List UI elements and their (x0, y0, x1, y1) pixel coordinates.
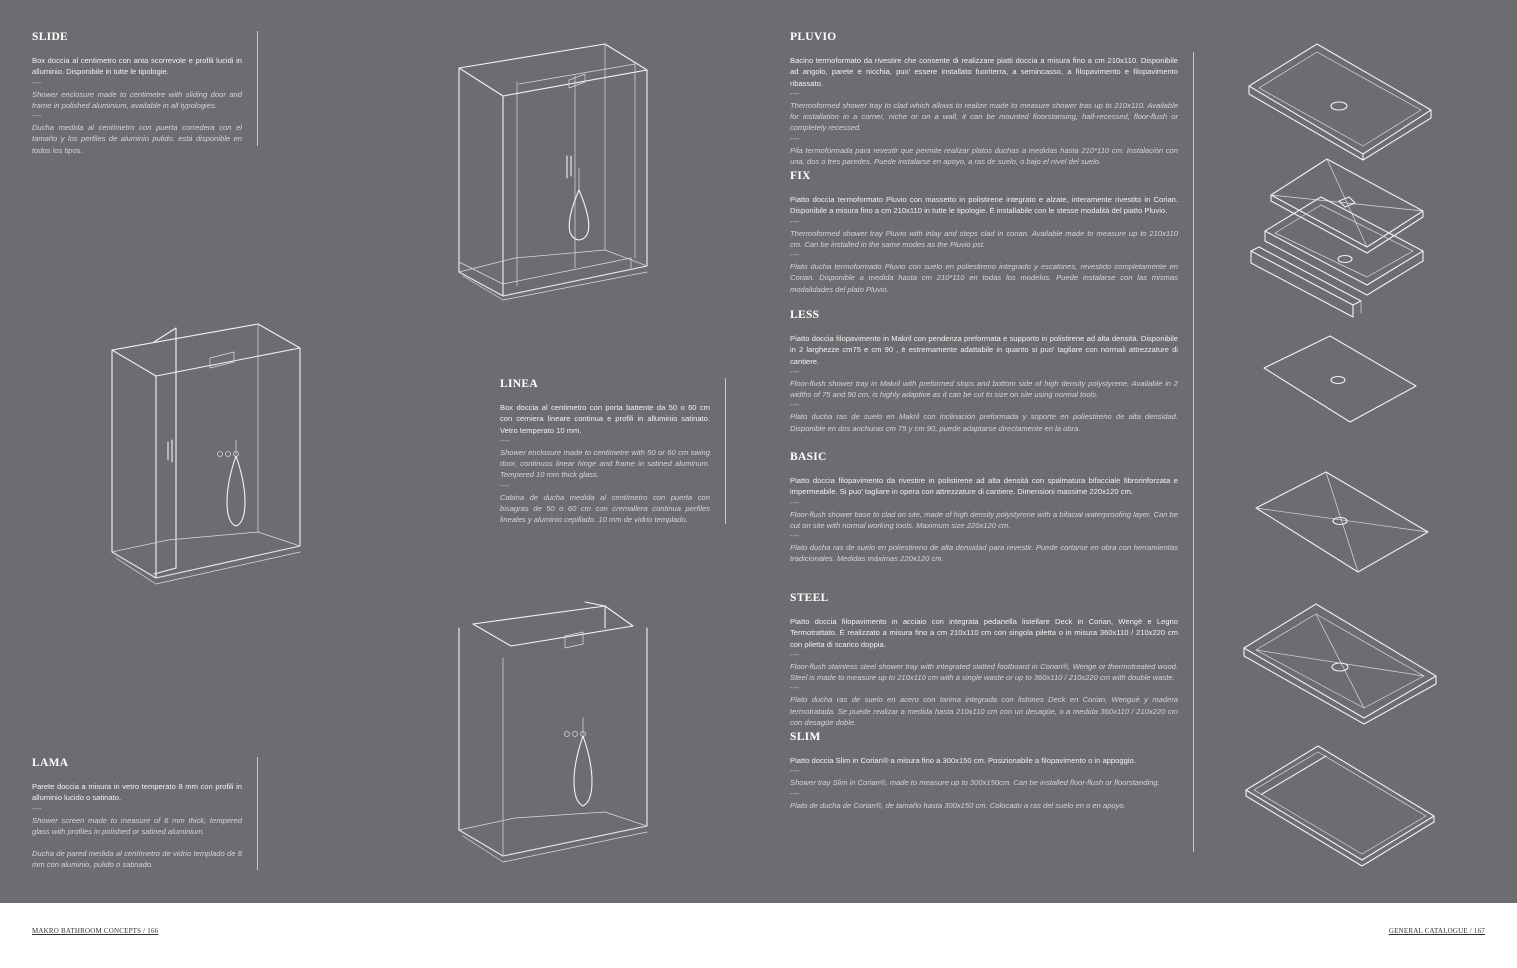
separator: ---- (32, 79, 42, 87)
less-description (790, 309, 1178, 434)
slide-text-it: Box doccia al centimetro con anta scorrevole e profili lucidi in alluminio. Disponibile in tutte le tipologie. (32, 56, 242, 77)
fix-text-it: Piatto doccia termoformato Pluvio con massetto in polistirene integrato e alzate, interamente rivestito in Corian. Disponibile a misura fino a cm 210x110 in tutte le tipologie. È installabile con le stesse modalità del piatto Pluvio. (790, 195, 1178, 216)
slide-text-en: Shower enclosure made to centimetre with sliding door and frame in polished aluminium, available in all typologies. (32, 89, 242, 110)
pluvio-description (790, 31, 1178, 167)
less-title: LESS (790, 309, 820, 321)
separator: ---- (32, 113, 42, 121)
fix-tray-illustration (1245, 155, 1435, 323)
footer-page-right: GENERAL CATALOGUE / 167 (1388, 927, 1485, 935)
linea-title: LINEA (500, 378, 538, 390)
steel-text-en: Floor-flush stainless steel shower tray with integrated slatted footboard in Corian®, Wenge or thermotreated wood. Steel is made to measure up to 210x110 cm with a single waste or up to 360x110 / 210x220 cm with double waste. (790, 661, 1178, 683)
separator: ---- (790, 252, 800, 260)
separator: ---- (790, 685, 800, 693)
slim-title: SLIM (790, 731, 821, 743)
lama-text-es: Ducha de pared medida al centímetro de vidrio templado de 8 mm con aluminio, pulido o satinado. (32, 849, 242, 870)
steel-text-it: Piatto doccia filopavimento in acciaio con integrata pedanella listellare Deck in Corian, Wengè e Legno Termotrattato. È realizzato a misura fino a cm 210x110 cm con singola piletta o in misura 360x110 / 210x220 cm con piletta di scarico doppia. (790, 617, 1178, 649)
separator: ---- (790, 90, 800, 98)
footer-page-left: MAKRO BATHROOM CONCEPTS / 166 (32, 927, 159, 935)
slim-text-es: Plato de ducha de Corian®, de tamaño hasta 300x150 cm. Colocado a ras del suelo en o en apoyo. (790, 800, 1126, 810)
fix-description (790, 170, 1178, 295)
lama-description (32, 757, 258, 870)
linea-enclosure-illustration (108, 322, 303, 584)
pluvio-title: PLUVIO (790, 31, 837, 43)
separator: ---- (790, 135, 800, 143)
pluvio-tray-illustration (1245, 42, 1435, 162)
basic-text-es: Plato ducha ras de suelo en poliestireno de alta densidad para revestir. Puede cortarse en obra con herramientas tradicionales. Medidas máximas 220x120 cm. (790, 543, 1178, 564)
slide-description (32, 31, 258, 155)
slim-text-en: Shower tray Slim in Corian®, made to measure up to 300x150cm. Can be installed floor-flush or floorstanding. (790, 778, 1160, 788)
slim-tray-illustration (1242, 742, 1438, 866)
linea-text-en: Shower enclosure made to centimetre with 50 or 60 cm swing door, continuos linear hinge and frame in satined aluminum. Tempered 10 mm thick glass. (500, 447, 710, 480)
fix-text-en: Thermoformed shower tray Pluvio with inlay and steps clad in corian. Available made to measure up to 210x110 cm. Can be installed in the same modes as the Pluvio pst. (790, 228, 1178, 249)
less-tray-illustration (1260, 334, 1420, 426)
separator: ---- (500, 482, 510, 490)
linea-description (500, 378, 726, 524)
separator: ---- (790, 499, 800, 507)
separator: ---- (790, 218, 800, 226)
separator: ---- (790, 651, 800, 659)
fix-text-es: Plato ducha termoformado Pluvio con suelo en poliestireno integrado y escalones, revestido completamente en Corian. Disponible a medida hasta cm 210*110 en todas los modelos. Puede instalarse con las mismas modalidades del plato Pluvio. (790, 262, 1178, 294)
separator: ---- (790, 533, 800, 541)
steel-title: STEEL (790, 592, 829, 604)
basic-text-it: Piatto doccia filopavimento da rivestire in polistirene ad alta densità con spalmatura bifacciale fibrorinforzata e impermeabile. Si puo' tagliare in opera con attrezzature di cantiere. Dimensioni massime 220x120 cm. (790, 476, 1178, 497)
slim-description (790, 731, 1178, 811)
lama-title: LAMA (32, 757, 69, 769)
slide-title: SLIDE (32, 31, 69, 43)
separator: ---- (790, 768, 800, 776)
pluvio-text-it: Bacino termoformato da rivestire che consente di realizzare piatti doccia a misura fino a cm 210x110. Disponibile ad angolo, parete e nicchia, puo' essere installato fuoriterra, a semincasso, a filopavimento e filopavimento ribassato. (790, 56, 1178, 88)
less-text-es: Plato ducha ras de suelo en Makril con inclinación preformada y soporte en poliestireno de alta densidad. Disponible en dos anchuras cm 75 y cm 90, puede adaptarse directamente en la obra. (790, 412, 1178, 433)
linea-text-it: Box doccia al centimetro con porta battente da 50 o 60 cm con cerniera lineare continua e profili in alluminio satinato. Vetro temperato 10 mm. (500, 403, 710, 435)
less-text-it: Piatto doccia filopavimento in Makril con pendenza preformata e supporto in polistirene ad alta densità. Disponibile in 2 larghezze cm75 e cm 90 , è estremamente adattabile in quanto si puo' tagliare con normali attrezzature di cantiere. (790, 334, 1178, 366)
separator: ---- (500, 437, 510, 445)
lama-text-it: Parete doccia a misura in vetro temperato 8 mm con profili in alluminio lucido o satinato. (32, 782, 242, 803)
separator: ---- (790, 402, 800, 410)
steel-description (790, 592, 1178, 728)
separator: ---- (790, 368, 800, 376)
separator: ---- (32, 805, 42, 813)
slim-text-it: Piatto doccia Slim in Corian® a misura fino a 300x150 cm. Posizionabile a filopavimento o in appoggio. (790, 756, 1136, 765)
slide-text-es: Ducha medida al centímetro con puerta corredera con el tamaño y los perfiles de aluminio pulido. está disponible en todos los tipos. (32, 123, 242, 155)
basic-description (790, 451, 1178, 565)
steel-tray-illustration (1240, 600, 1440, 726)
slide-enclosure-illustration (455, 40, 655, 305)
lama-screen-illustration (455, 600, 655, 862)
steel-text-es: Plato ducha ras de suelo en acero con tarima integrada con listones Deck en Corian, Wenguè y madera termotratada. Se puede realizar a medida hasta 210x110 cm con un desagüe, o a medida 360x110 / 210x220 cm con desagüe doble. (790, 695, 1178, 728)
lama-text-en: Shower screen made to measure of 8 mm thick, tempered glass with profiles in polished or satined aluminium. (32, 815, 242, 836)
less-text-en: Floor-flush shower tray in Makril with preformed slops and bottom side of high density polystyrene. Available in 2 widths of 75 and 90 cm, is highly adaptive as it can be cut to size on site using normal tools. (790, 378, 1178, 400)
pluvio-text-en: Thermoformed shower tray to clad which allows to realize made to measure shower tras up to 210x110. Available for installation in a corner, niche or on a wall, it can be mounted floorstansing, half-recessed, floor-flush or completely recessed. (790, 100, 1178, 133)
pluvio-text-es: Pila termoformada para revestir que permite realizar platos duchas a medidas hasta 210*110 cm. Instalación con una, dos o tres paredes. Puede instalarse en apoyo, a ras de suelo, o bajo el nivel del suelo. (790, 145, 1178, 167)
basic-tray-illustration (1252, 470, 1432, 576)
fix-title: FIX (790, 170, 811, 182)
linea-text-es: Cabina de ducha medida al centímetro con puerta con bisagras de 50 o 60 cm con cremallera continua perfiles lineales y aluminio cepillado. 10 mm de vidrio templado. (500, 492, 710, 525)
separator: ---- (790, 790, 800, 798)
basic-title: BASIC (790, 451, 827, 463)
basic-text-en: Floor-flush shower base to clad on site, made of high density polystyrene with a bifacial waterproofing layer. Can be cut on site with normal working tools. Maximum size 220x120 cm. (790, 509, 1178, 530)
column-divider (1193, 52, 1194, 852)
